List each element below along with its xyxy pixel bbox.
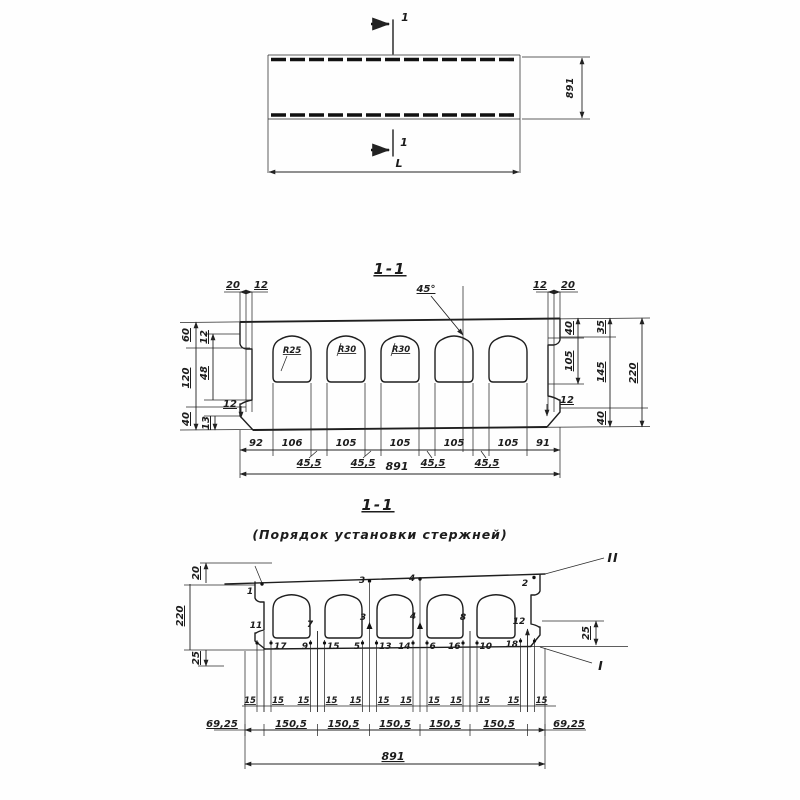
rod-4-top: 4 — [408, 574, 416, 584]
section-right-edge — [547, 319, 560, 428]
ch-6925-l: 69,25 — [206, 719, 238, 730]
rm-145: 145 — [596, 361, 607, 383]
rod-1: 1 — [246, 587, 254, 597]
mid-arrowheads — [367, 622, 424, 629]
b-106: 106 — [281, 438, 303, 449]
rod-3-mid: 3 — [359, 613, 367, 623]
rib-455a: 45,5 — [296, 458, 322, 469]
void-5 — [489, 336, 527, 382]
ch-6925-r: 69,25 — [553, 719, 585, 730]
rod-6: 6 — [429, 642, 436, 652]
sp-7: 15 — [400, 696, 412, 706]
cut-label-top: 1 — [401, 11, 409, 24]
plan-width-ext-lines — [522, 57, 590, 119]
ri-105: 105 — [564, 350, 575, 372]
rib-455c: 45,5 — [420, 458, 446, 469]
rod-17: 17 — [274, 642, 287, 652]
sp-6: 15 — [377, 696, 390, 706]
rod-11: 11 — [249, 621, 263, 631]
sp-9: 15 — [450, 696, 462, 706]
pl-dim-25r: 25 — [581, 626, 592, 640]
plan-view — [268, 11, 590, 173]
rod-15: 15 — [327, 642, 340, 652]
rod-5: 5 — [353, 642, 360, 652]
plan-length-label: L — [395, 157, 403, 170]
ch-1505-a: 150,5 — [275, 719, 307, 730]
rm-40: 40 — [596, 411, 607, 425]
tr-dim-12: 12 — [533, 280, 547, 291]
sp-2: 15 — [272, 696, 284, 706]
placement-subtitle: (Порядок установки стержней) — [252, 527, 508, 542]
rod-2: 2 — [521, 579, 529, 589]
radius-label-2: R30 — [337, 345, 357, 355]
ch-1505-d: 150,5 — [429, 719, 461, 730]
placement-title: 1-1 — [361, 496, 395, 514]
rod-9: 9 — [301, 642, 308, 652]
plan-width-label: 891 — [565, 77, 576, 99]
b-105d: 105 — [497, 438, 519, 449]
placement-view — [175, 496, 628, 769]
b-105a: 105 — [335, 438, 357, 449]
tr-dim-20: 20 — [561, 280, 575, 291]
rod-7: 7 — [306, 620, 314, 630]
void-1 — [273, 336, 311, 382]
rod-13: 13 — [379, 642, 392, 652]
li-12: 12 — [199, 330, 210, 344]
pl-dim-25l: 25 — [191, 651, 202, 665]
rod-18: 18 — [505, 640, 518, 650]
section-title: 1-1 — [373, 260, 407, 278]
section-face-ext-lines — [180, 318, 650, 430]
rm-35: 35 — [596, 320, 607, 334]
pl-void-5 — [477, 595, 515, 638]
li-48: 48 — [199, 366, 210, 380]
sp-1: 15 — [244, 696, 256, 706]
rod-dots — [255, 576, 536, 645]
section-top-face — [240, 319, 560, 323]
li-dims — [213, 334, 215, 430]
section-view — [180, 260, 650, 478]
b-105c: 105 — [443, 438, 465, 449]
rod-12: 12 — [512, 617, 526, 627]
b-92: 92 — [249, 438, 263, 449]
corner-right-12: 12 — [560, 395, 574, 406]
pl-void-3 — [377, 595, 413, 638]
rod-lines-top — [370, 580, 421, 712]
sp-10: 15 — [478, 696, 490, 706]
sp-3: 15 — [297, 696, 310, 706]
rod1-leader — [255, 566, 262, 583]
cut-label-bottom: 1 — [400, 136, 408, 149]
rod-16: 16 — [447, 642, 461, 652]
rod-10: 10 — [479, 642, 493, 652]
void-3 — [381, 336, 419, 382]
sp-12: 15 — [535, 696, 548, 706]
ch-1505-b: 150,5 — [327, 719, 360, 730]
li-13: 13 — [201, 416, 212, 430]
tl-dim-20: 20 — [226, 280, 240, 291]
view-mark-i: I — [598, 658, 604, 673]
rod-3-top: 3 — [358, 576, 366, 586]
lo-60: 60 — [181, 328, 192, 342]
pl-dim-220: 220 — [175, 605, 186, 627]
ri-40: 40 — [564, 321, 575, 335]
ch-1505-c: 150,5 — [379, 719, 411, 730]
rod-4-mid: 4 — [409, 612, 417, 622]
section-bottom-face — [253, 427, 547, 430]
pl-top-face — [225, 574, 545, 584]
pl-right-edge — [531, 575, 540, 646]
lo-120: 120 — [181, 367, 192, 389]
void-2 — [327, 336, 365, 382]
rod-8: 8 — [459, 613, 467, 623]
rib-flag-leaders — [309, 451, 486, 458]
section-left-edge — [240, 322, 253, 430]
corner-left-12: 12 — [223, 399, 237, 410]
ch-1505-e: 150,5 — [483, 719, 515, 730]
view-mark-bottom-leader — [540, 647, 592, 663]
placement-total-891: 891 — [381, 750, 405, 763]
view-mark-top-leader — [545, 558, 604, 574]
b-105b: 105 — [389, 438, 411, 449]
rib-455d: 45,5 — [474, 458, 500, 469]
pl-void-4 — [427, 595, 463, 638]
pl-ext-lines — [184, 563, 628, 650]
pl-void-2 — [325, 595, 362, 638]
b-91: 91 — [536, 438, 550, 449]
tl-dim-12: 12 — [254, 280, 268, 291]
pl-void-1 — [273, 595, 310, 638]
section-total-891: 891 — [385, 460, 409, 473]
radius-label-3: R30 — [391, 345, 411, 355]
rt-220: 220 — [628, 362, 639, 384]
angle-leader — [431, 296, 463, 335]
pl-left-edge — [255, 582, 265, 649]
void-4 — [435, 336, 473, 382]
pl-dim-20: 20 — [191, 566, 202, 580]
lo-40: 40 — [181, 412, 192, 426]
view-mark-ii: II — [607, 550, 619, 565]
rod-14: 14 — [397, 642, 411, 652]
sp-11: 15 — [507, 696, 520, 706]
sp-8: 15 — [428, 696, 440, 706]
radius-label-1: R25 — [282, 346, 302, 356]
angle-label: 45° — [416, 284, 436, 295]
sp-5: 15 — [349, 696, 362, 706]
sp-4: 15 — [325, 696, 338, 706]
rib-455b: 45,5 — [350, 458, 376, 469]
tl-ext — [224, 292, 268, 412]
